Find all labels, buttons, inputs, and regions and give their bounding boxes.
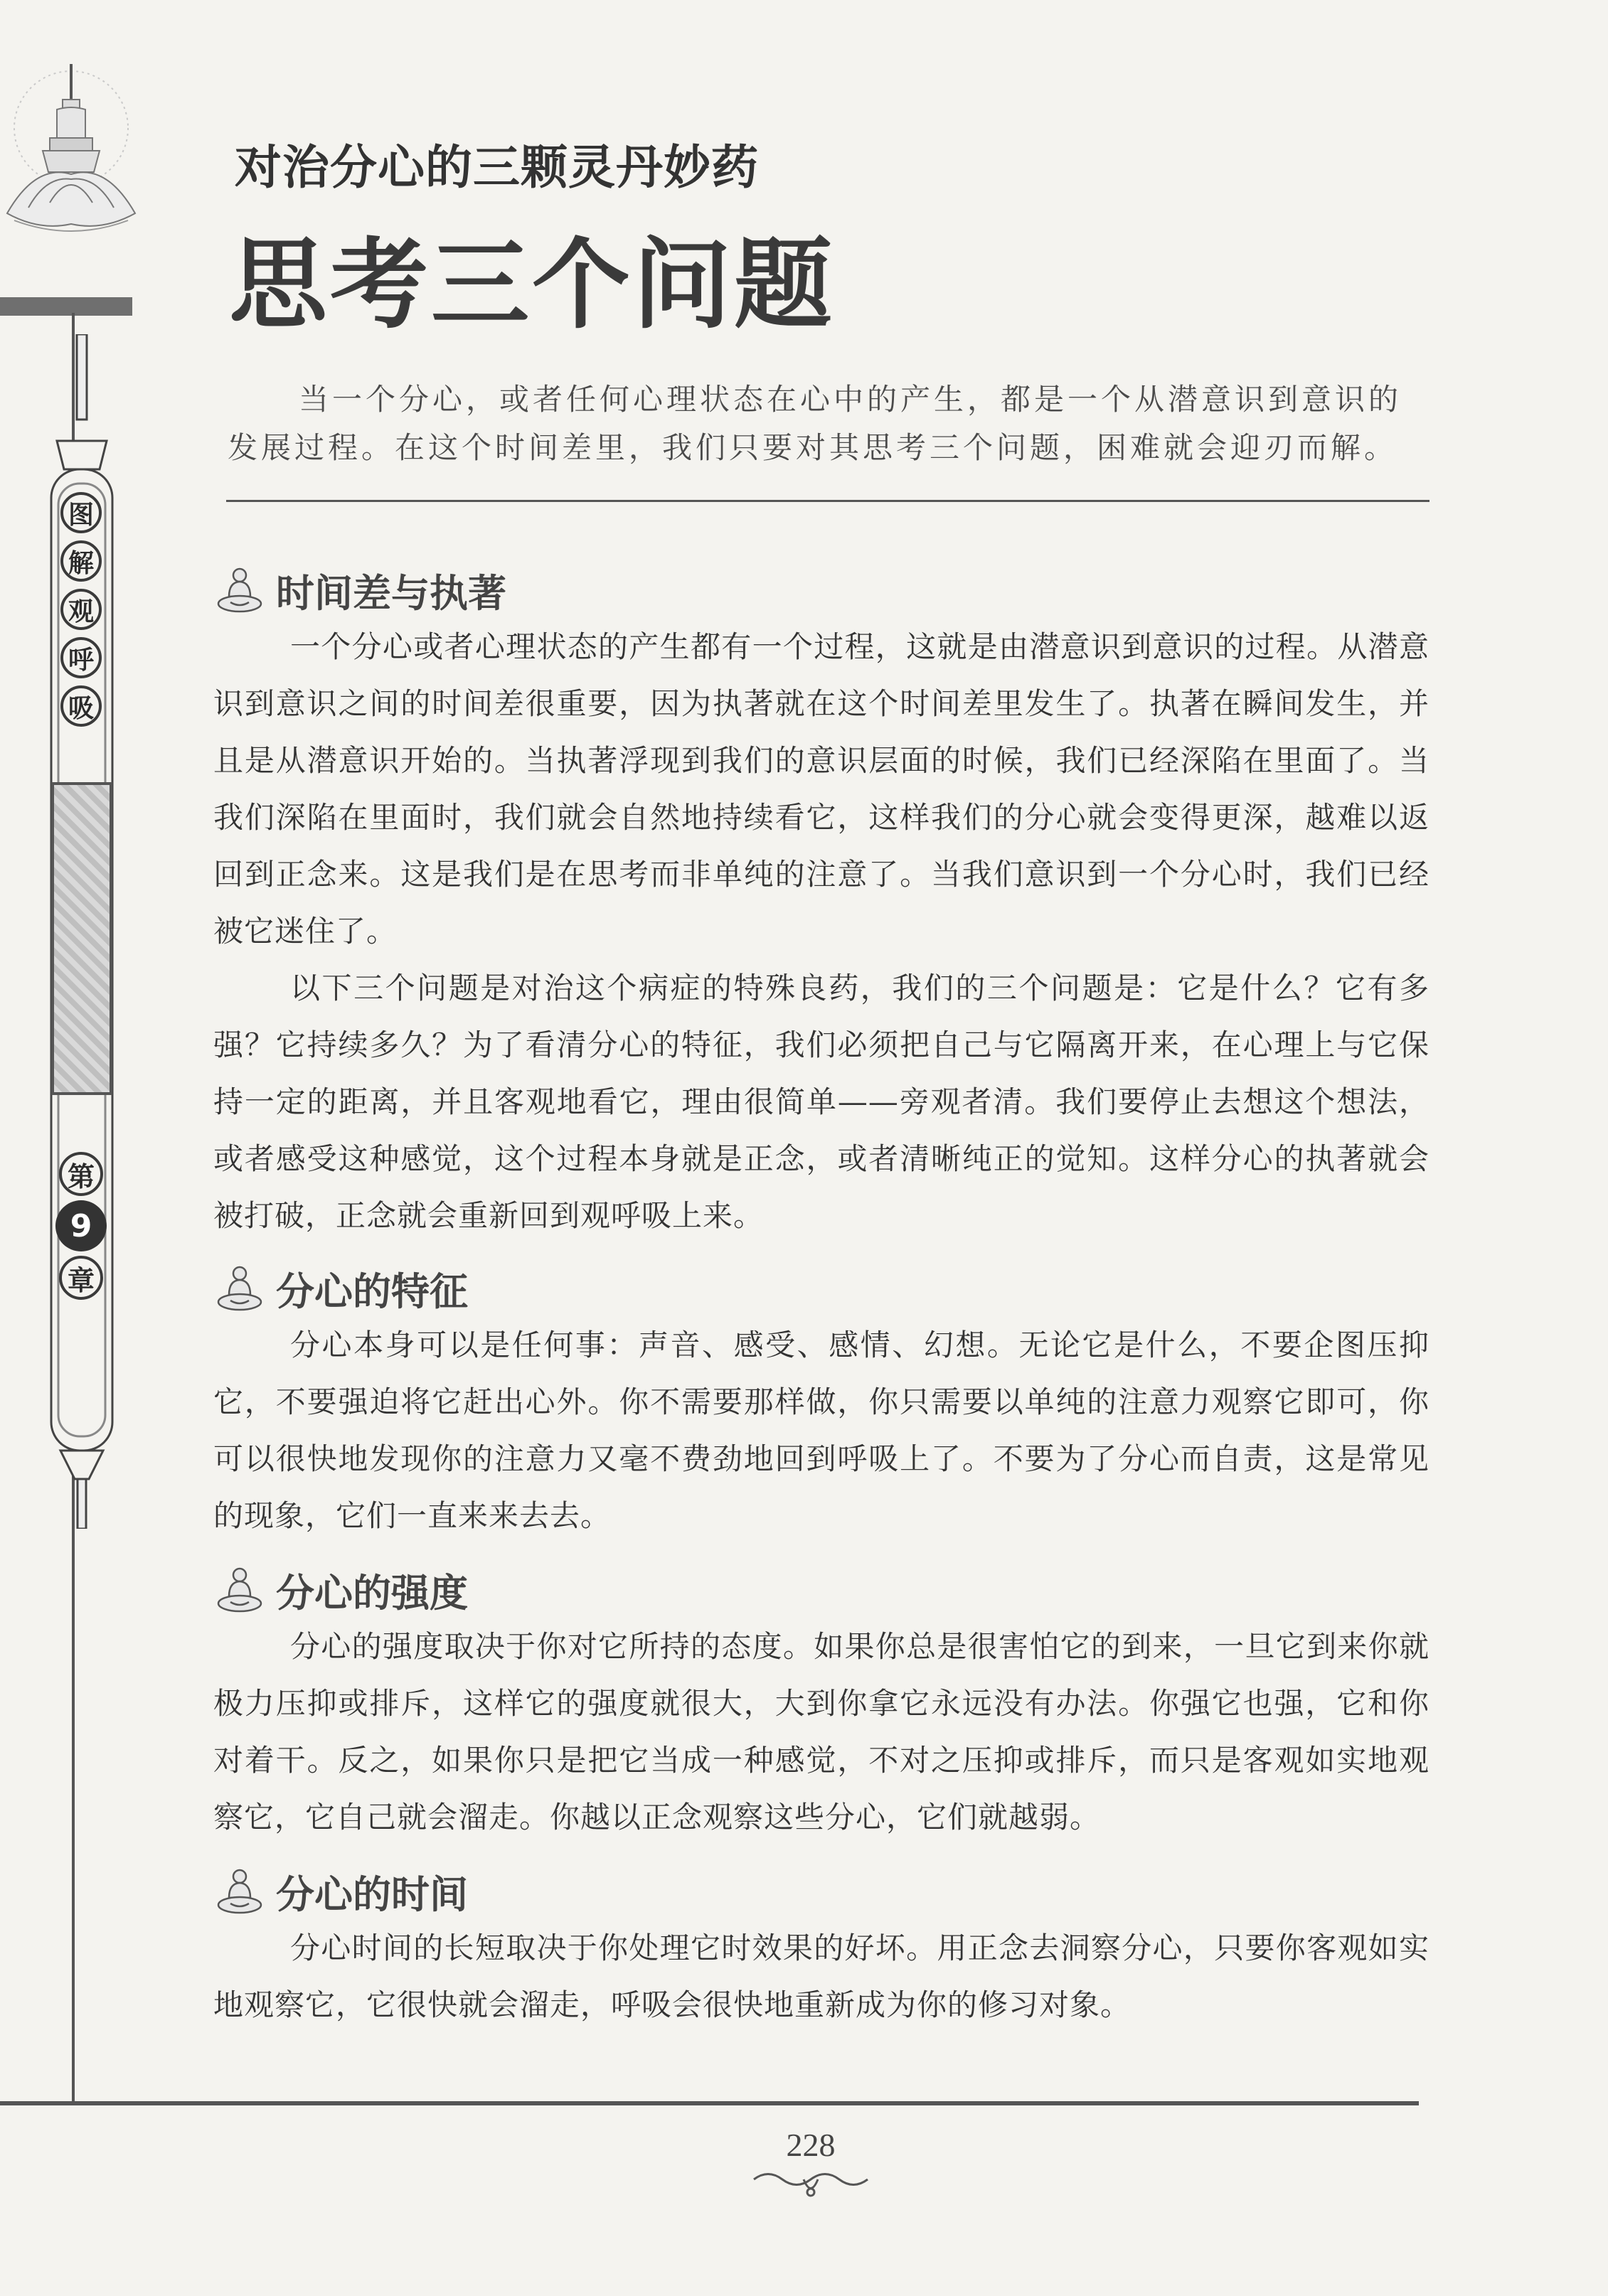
stupa-lotus-icon (0, 50, 153, 292)
section-title: 时间差与执著 (276, 570, 506, 616)
page-number: 228 (786, 2127, 836, 2163)
book-title-char: 观 (60, 589, 102, 630)
section-intensity (213, 1561, 1429, 1846)
meditating-monk-icon (213, 1262, 266, 1315)
meditating-monk-icon (213, 1865, 266, 1918)
book-title-char: 图 (60, 492, 102, 533)
section-paragraph: 分心时间的长短取决于你处理它时效果的好坏。用正念去洞察分心，只要你客观如实地观察它，它很快就会溜走，呼吸会很快地重新成为你的修习对象。 (213, 1931, 1429, 2022)
section-title: 分心的特征 (276, 1268, 468, 1314)
footer-rule (0, 2101, 1419, 2105)
meditating-monk-icon (213, 1564, 266, 1616)
intro-divider (226, 500, 1429, 502)
sidebar-ornament-panel (51, 782, 112, 1095)
book-title-char: 吸 (60, 685, 102, 727)
section-paragraph: 以下三个问题是对治这个病症的特殊良药，我们的三个问题是：它是什么？它有多强？它持续多久？为了看清分心的特征，我们必须把自己与它隔离开来，在心理上与它保持一定的距离，并且客观地看它，理由很简单——旁观者清。我们要停止去想这个想法，或者感受这种感觉，这个过程本身就是正念，或者清晰纯正的觉知。这样分心的执著就会被打破，正念就会重新回到观呼吸上来。 (213, 971, 1429, 1233)
chapter-prefix: 第 (59, 1152, 103, 1196)
chapter-number: 9 (55, 1200, 107, 1251)
intro-paragraph: 当一个分心，或者任何心理状态在心中的产生，都是一个从潜意识到意识的发展过程。在这个时间差里，我们只要对其思考三个问题，困难就会迎刃而解。 (228, 382, 1402, 465)
sidebar-top-rule (0, 297, 132, 316)
page-number-ornament (740, 2165, 882, 2201)
section-title: 分心的时间 (276, 1871, 468, 1917)
section-paragraph: 分心的强度取决于你对它所持的态度。如果你总是很害怕它的到来，一旦它到来你就极力压抑或排斥，这样它的强度就很大，大到你拿它永远没有办法。你强它也强，它和你对着干。反之，如果你只是把它当成一种感觉，不对之压抑或排斥，而只是客观如实地观察它，它自己就会溜走。你越以正念观察这些分心，它们就越弱。 (213, 1629, 1429, 1835)
book-title-char: 解 (60, 540, 102, 582)
section-characteristics (213, 1260, 1429, 1544)
chapter-suffix: 章 (59, 1256, 103, 1300)
chapter-marker (57, 1152, 105, 1300)
book-title-vertical (60, 492, 102, 727)
meditating-monk-icon (213, 564, 266, 616)
book-title-char: 呼 (60, 637, 102, 678)
section-paragraph: 一个分心或者心理状态的产生都有一个过程，这就是由潜意识到意识的过程。从潜意识到意识之间的时间差很重要，因为执著就在这个时间差里发生了。执著在瞬间发生，并且是从潜意识开始的。当执著浮现到我们的意识层面的时候，我们已经深陷在里面了。当我们深陷在里面时，我们就会自然地持续看它，这样我们的分心就会变得更深，越难以返回到正念来。这是我们是在思考而非单纯的注意了。当我们意识到一个分心时，我们已经被它迷住了。 (213, 629, 1429, 949)
section-duration (213, 1863, 1429, 2034)
section-title: 分心的强度 (276, 1569, 468, 1616)
page-subtitle: 对治分心的三颗灵丹妙药 (235, 140, 759, 195)
section-time-gap (213, 562, 1429, 1244)
section-paragraph: 分心本身可以是任何事：声音、感受、感情、幻想。无论它是什么，不要企图压抑它，不要强迫将它赶出心外。你不需要那样做，你只需要以单纯的注意力观察它即可，你可以很快地发现你的注意力又毫不费劲地回到呼吸上了。不要为了分心而自责，这是常见的现象，它们一直来来去去。 (213, 1328, 1429, 1533)
page-title: 思考三个问题 (229, 226, 836, 342)
